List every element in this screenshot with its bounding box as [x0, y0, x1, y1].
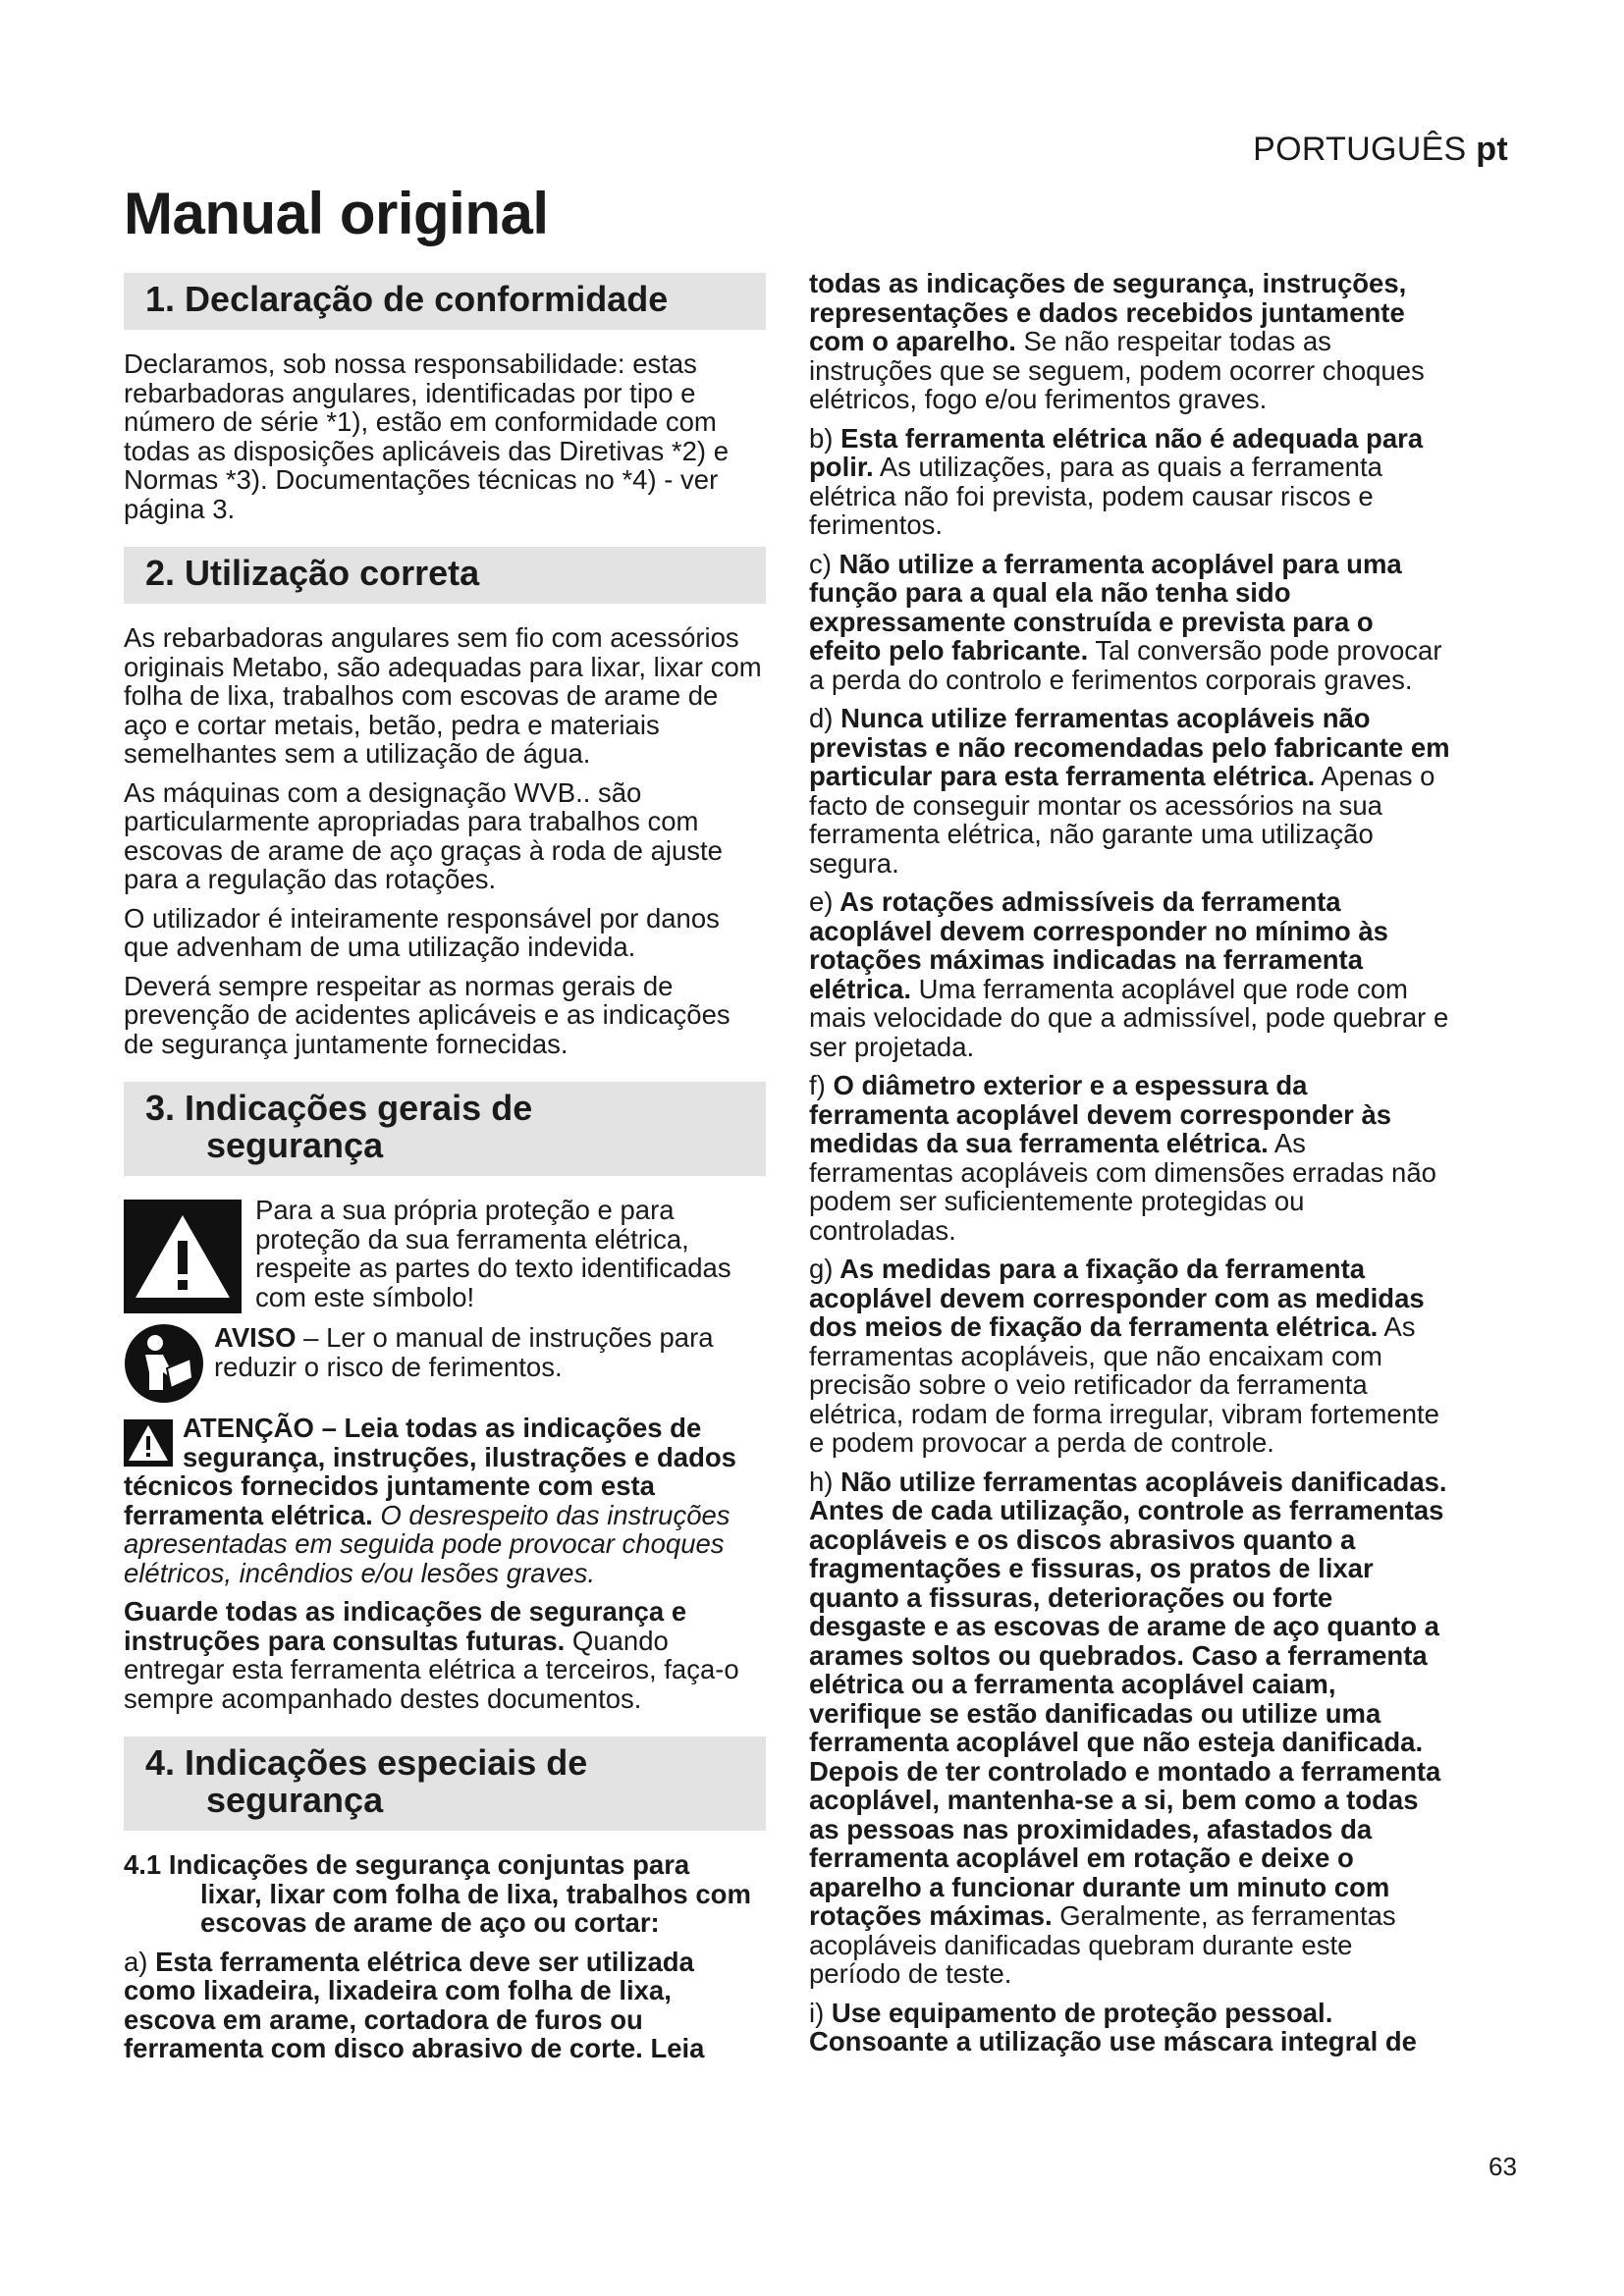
section-4-heading: 4. Indicações especiais de segurança	[124, 1736, 766, 1831]
section-2-heading: 2. Utilização correta	[124, 547, 766, 604]
page-number: 63	[1489, 2152, 1517, 2181]
item-f: f) O diâmetro exterior e a espessura da ferramenta acoplável devem corresponder às medidas da sua ferramenta elétrica. As ferramentas acopláveis com dimensões erradas não podem ser suficientemente protegidas ou controladas.	[809, 1070, 1436, 1246]
section-1-heading: 1. Declaração de conformidade	[124, 273, 766, 330]
section-2-paragraph: As rebarbadoras angulares sem fio com acessórios originais Metabo, são adequadas para lixar, lixar com folha de lixa, trabalhos com escovas de arame de aço e cortar metais, betão, pedra e materiais semelhantes sem a utilização de água.	[124, 622, 762, 769]
section-2-paragraph: Deverá sempre respeitar as normas gerais de prevenção de acidentes aplicáveis e as indicações de segurança juntamente fornecidas.	[124, 970, 731, 1059]
guarde-note: Guarde todas as indicações de segurança e instruções para consultas futuras. Quando entregar esta ferramenta elétrica a terceiros, faça-o sempre acompanhado destes documentos.	[124, 1596, 739, 1714]
warning-triangle-icon	[124, 1200, 242, 1313]
section-2-paragraph: O utilizador é inteiramente responsável por danos que advenham de uma utilização indevida.	[124, 902, 720, 962]
item-d: d) Nunca utilize ferramentas acopláveis não previstas e não recomendadas pelo fabricante em particular para esta ferramenta elétrica. Apenas o facto de conseguir montar os acessórios na sua ferramenta elétrica, não garante uma utilização segura.	[809, 703, 1450, 879]
item-h: h) Não utilize ferramentas acopláveis danificadas. Antes de cada utilização, controle as ferramentas acopláveis e os discos abrasivos quanto a fragmentações e fissuras, os pratos de lixar quanto a fissuras, deteriorações ou forte desgaste e as escovas de arame de aço quanto a arames soltos ou quebrados. Caso a ferramenta elétrica ou a ferramenta acoplável caiam, verifique se estão danificadas ou utilize uma ferramenta acoplável que não esteja danificada. Depois de ter controlado e montado a ferramenta acoplável, mantenha-se a si, bem como a todas as pessoas nas proximidades, afastados da ferramenta acoplável em rotação e deixe o aparelho a funcionar durante um minuto com rotações máximas. Geralmente, as ferramentas acopláveis danificadas quebram durante este período de teste.	[809, 1466, 1447, 1989]
item-b: b) Esta ferramenta elétrica não é adequada para polir. As utilizações, para as quais a ferramenta elétrica não foi prevista, podem causar riscos e ferimentos.	[809, 422, 1424, 540]
subsection-4-1-heading: 4.1 Indicações de segurança conjuntas para lixar, lixar com folha de lixa, trabalhos com escovas de arame de aço ou cortar:	[124, 1849, 751, 1938]
left-column	[124, 273, 766, 2073]
page-title: Manual original	[124, 181, 549, 246]
item-i: i) Use equipamento de proteção pessoal. Consoante a utilização use máscara integral de	[809, 1997, 1417, 2056]
atencao-warning: ATENÇÃO – Leia todas as indicações de segurança, instruções, ilustrações e dados técnicos fornecidos juntamente com esta ferramenta elétrica. O desrespeito das instruções apresentadas em seguida pode provocar choques elétricos, incêndios e/ou lesões graves.	[124, 1413, 736, 1588]
item-c: c) Não utilize a ferramenta acoplável para uma função para a qual ela não tenha sido expressamente construída e prevista para o efeito pelo fabricante. Tal conversão pode provocar a perda do controlo e ferimentos corporais graves.	[809, 548, 1442, 695]
item-e: e) As rotações admissíveis da ferramenta acoplável devem corresponder no mínimo às rotações máximas indicadas na ferramenta elétrica. Uma ferramenta acoplável que rode com mais velocidade do que a admissível, pode quebrar e ser projetada.	[809, 886, 1449, 1062]
item-g: g) As medidas para a fixação da ferramenta acoplável devem corresponder com as medidas dos meios de fixação da ferramenta elétrica. As ferramentas acopláveis, que não encaixam com precisão sobre o veio retificador da ferramenta elétrica, rodam de forma irregular, vibram fortemente e podem provocar a perda de controle.	[809, 1254, 1439, 1458]
language-label: PORTUGUÊS pt	[1253, 131, 1508, 168]
item-a: a) Esta ferramenta elétrica deve ser utilizada como lixadeira, lixadeira com folha de lixa, escova em arame, cortadora de furos ou ferramenta com disco abrasivo de corte. Leia	[124, 1946, 705, 2063]
aviso-note: AVISO – Ler o manual de instruções para reduzir o risco de ferimentos.	[124, 1323, 766, 1404]
safety-symbol-note: Para a sua própria proteção e para proteção da sua ferramenta elétrica, respeite as partes do texto identificadas com este símbolo!	[124, 1196, 766, 1313]
section-3-heading: 3. Indicações gerais de segurança	[124, 1082, 766, 1176]
section-2-paragraph: As máquinas com a designação WVB.. são particularmente apropriadas para trabalhos com escovas de arame de aço graças à roda de ajuste para a regulação das rotações.	[124, 776, 723, 894]
right-column	[809, 269, 1451, 2066]
read-manual-icon	[124, 1323, 204, 1404]
warning-triangle-icon	[124, 1419, 173, 1467]
item-a-continued: todas as indicações de segurança, instruções, representações e dados recebidos juntamente com o aparelho. Se não respeitar todas as instruções que se seguem, podem ocorrer choques elétricos, fogo e/ou ferimentos graves.	[809, 268, 1425, 414]
section-1-text: Declaramos, sob nossa responsabilidade: estas rebarbadoras angulares, identificadas por tipo e número de série *1), estão em conformidade com todas as disposições aplicáveis das Diretivas *2) e Normas *3). Documentações técnicas no *4) - ver página 3.	[124, 348, 729, 524]
